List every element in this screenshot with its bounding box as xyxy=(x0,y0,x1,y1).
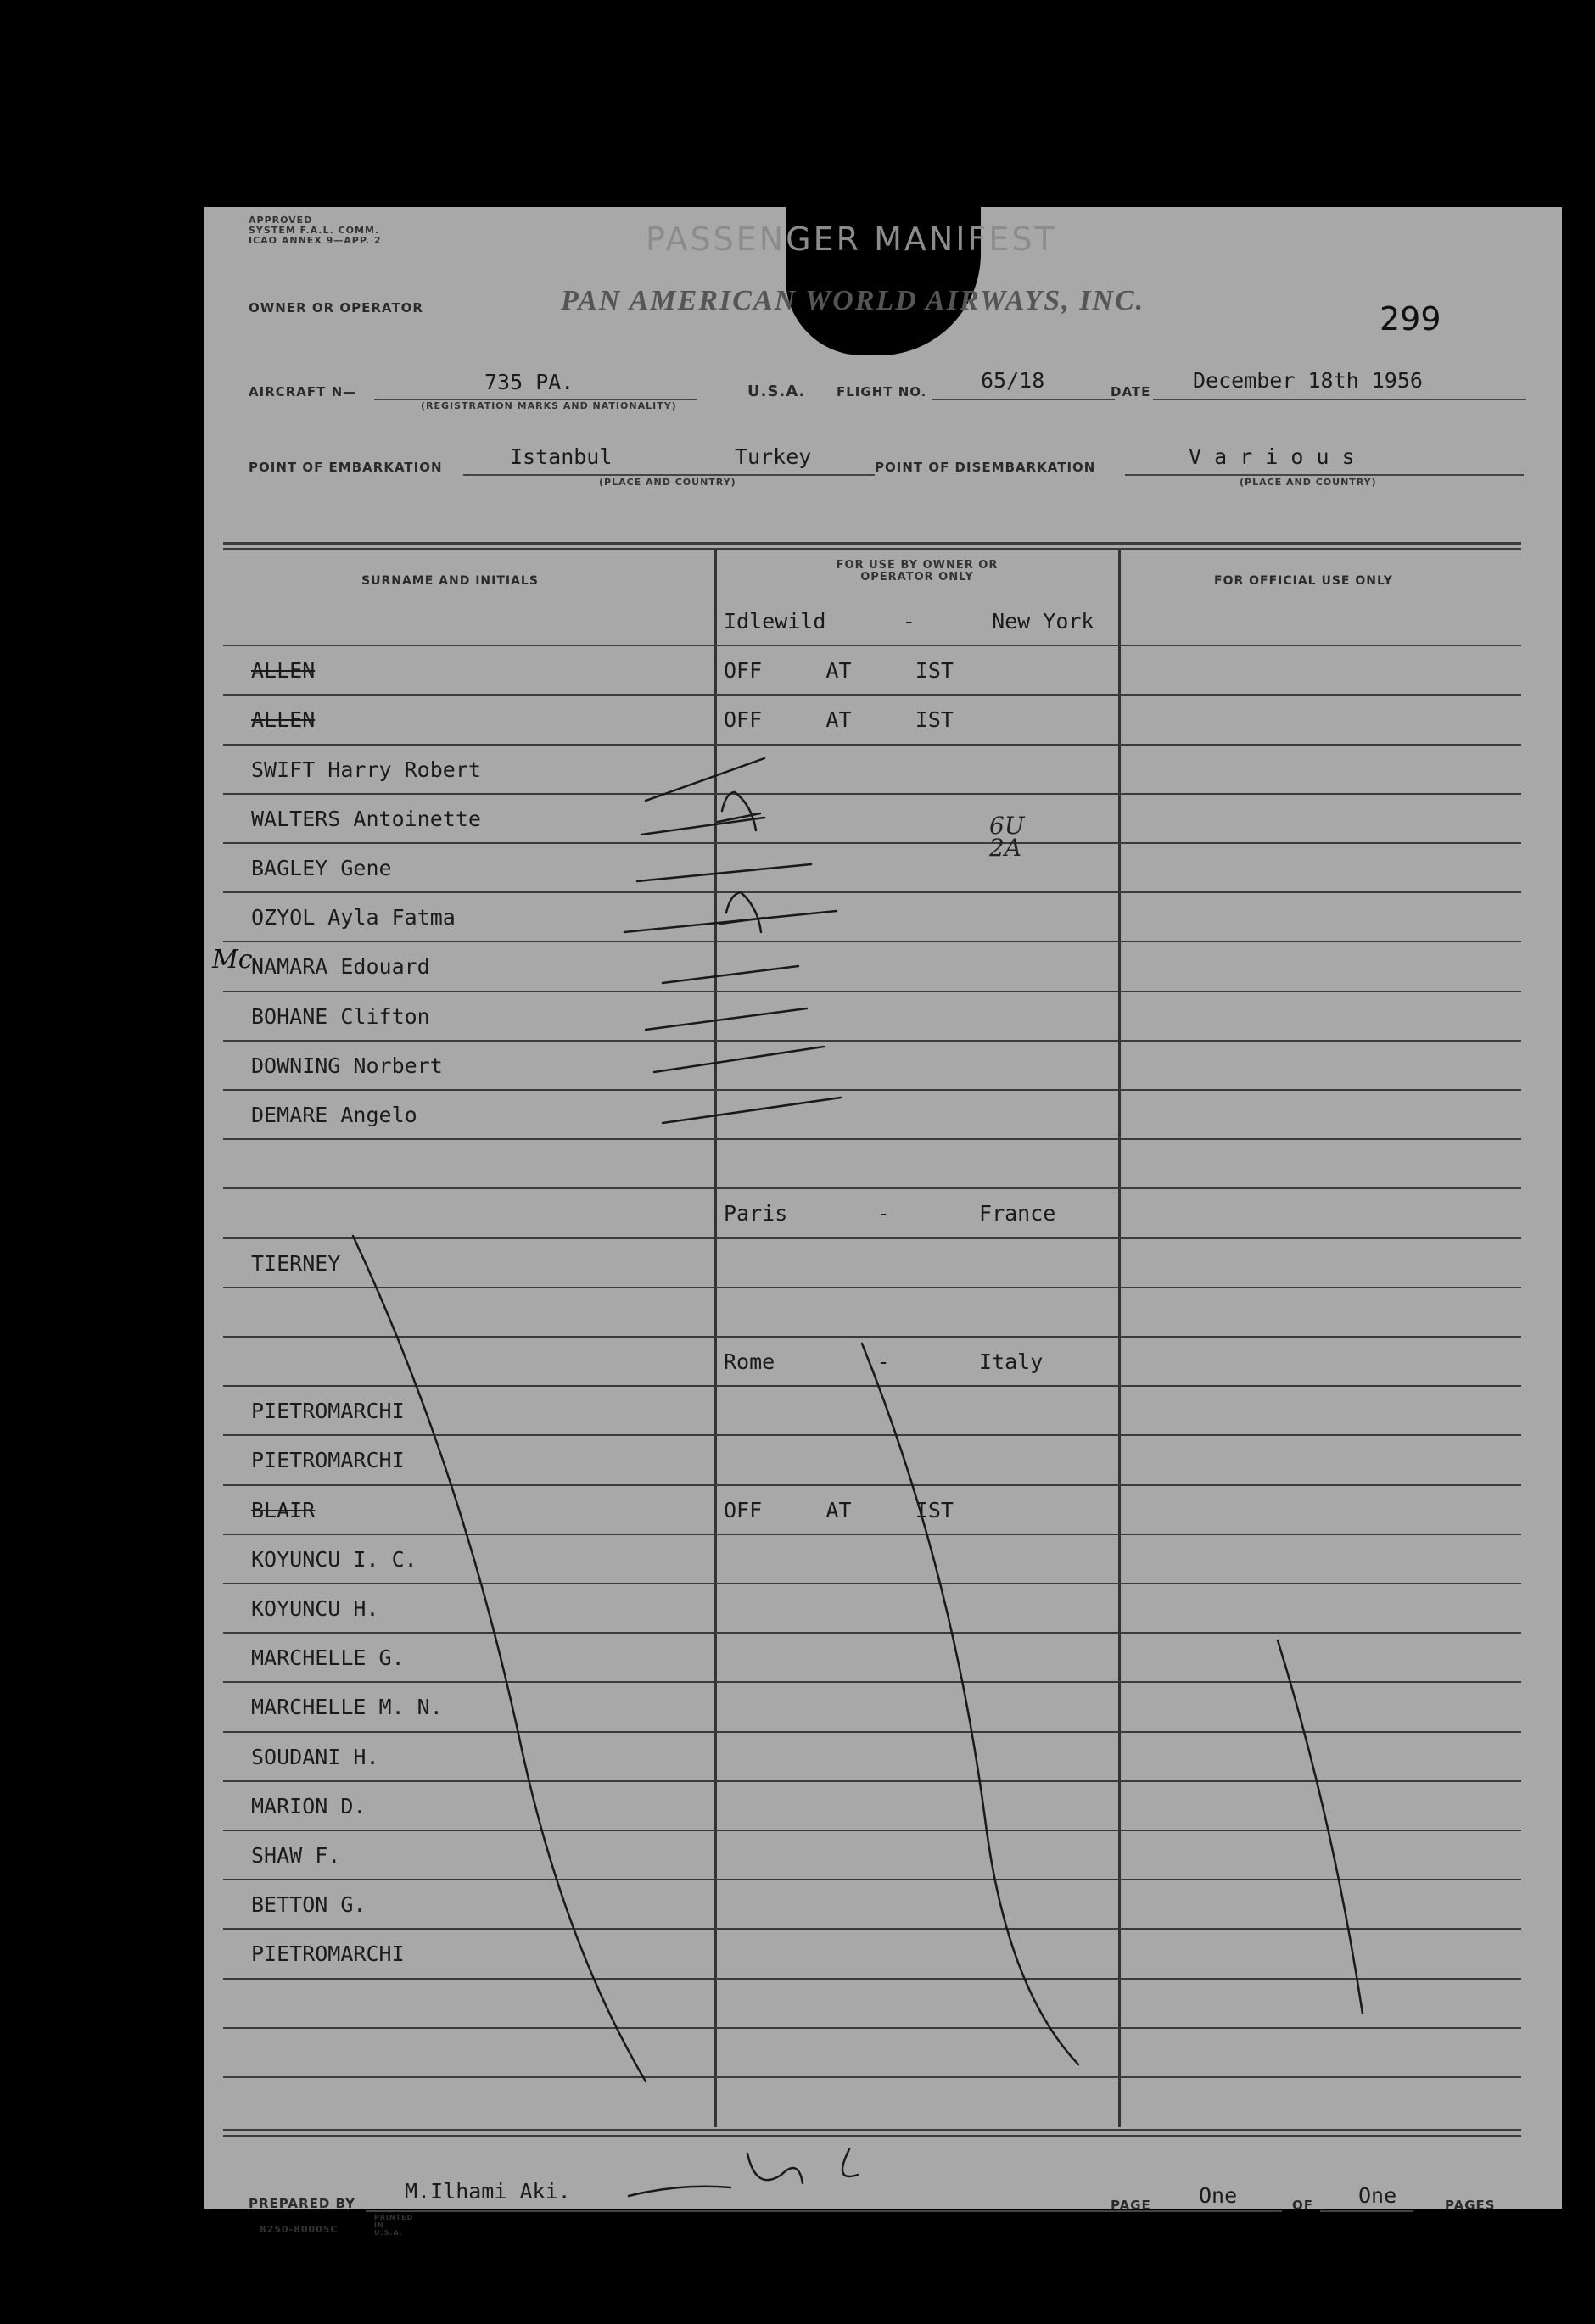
passenger-name: TIERNEY xyxy=(251,1250,341,1276)
passenger-name: OZYOL Ayla Fatma xyxy=(251,905,456,930)
official-use-header: FOR OFFICIAL USE ONLY xyxy=(1214,574,1393,588)
prepared-value: M.Ilhami Aki. xyxy=(405,2179,571,2204)
owner-value: PAN AMERICAN WORLD AIRWAYS, INC. xyxy=(561,285,1145,316)
embark-label: POINT OF EMBARKATION xyxy=(249,460,443,475)
passenger-name: NAMARA Edouard xyxy=(251,954,430,980)
passenger-name: DEMARE Angelo xyxy=(251,1103,417,1127)
pen-tick xyxy=(654,1047,824,1072)
of-value: One xyxy=(1358,2183,1397,2208)
pen-long-stroke xyxy=(862,1344,1078,2064)
owner-use-header: FOR USE BY OWNER OR OPERATOR ONLY xyxy=(836,559,999,584)
pen-tick xyxy=(663,966,798,983)
page-value: One xyxy=(1199,2183,1238,2208)
handwritten-mc-prefix: Mc xyxy=(212,945,253,975)
surname-header: SURNAME AND INITIALS xyxy=(361,574,539,588)
passenger-name: ALLEN xyxy=(251,707,316,733)
operator-note: Idlewild - New York xyxy=(724,609,1094,634)
printed-in: PRINTED IN U.S.A. xyxy=(374,2214,414,2237)
passenger-name: MARION D. xyxy=(251,1793,367,1818)
passenger-name: SWIFT Harry Robert xyxy=(251,757,481,782)
of-underline xyxy=(1320,2210,1413,2212)
passenger-name: BLAIR xyxy=(251,1497,316,1522)
disembark-value: V a r i o u s xyxy=(1189,444,1355,469)
pen-letter-a xyxy=(718,792,760,830)
passenger-name: ALLEN xyxy=(251,658,316,684)
aircraft-label: AIRCRAFT N— xyxy=(249,384,357,399)
pen-marks xyxy=(204,207,1562,2209)
handwritten-code: 6U 2A xyxy=(989,812,1025,862)
pen-letter-a xyxy=(720,892,764,932)
approval-line: APPROVED xyxy=(249,215,313,226)
flight-value: 65/18 xyxy=(981,368,1045,393)
flight-label: FLIGHT NO. xyxy=(837,384,927,399)
nationality: U.S.A. xyxy=(747,383,806,400)
prepared-label: PREPARED BY xyxy=(249,2196,355,2211)
pen-long-stroke xyxy=(353,1236,646,2081)
passenger-name: SHAW F. xyxy=(251,1843,341,1868)
form-title: PASSENGER MANIFEST xyxy=(646,221,1057,258)
embark-caption: (PLACE AND COUNTRY) xyxy=(599,477,736,488)
date-value: December 18th 1956 xyxy=(1193,368,1423,393)
pen-tick xyxy=(663,1098,841,1123)
passenger-name: BOHANE Clifton xyxy=(251,1003,430,1029)
passenger-name: KOYUNCU H. xyxy=(251,1596,379,1621)
passenger-name: SOUDANI H. xyxy=(251,1744,379,1769)
embark-country: Turkey xyxy=(735,444,812,469)
pen-tick xyxy=(637,864,811,881)
passenger-name: PIETROMARCHI xyxy=(251,1399,405,1424)
page-stamp: 299 xyxy=(1380,300,1441,338)
operator-note: OFF AT IST xyxy=(724,1497,954,1522)
operator-note: Rome - Italy xyxy=(724,1349,1044,1374)
registration-caption: (REGISTRATION MARKS AND NATIONALITY) xyxy=(421,400,677,411)
approval-line: ICAO ANNEX 9—APP. 2 xyxy=(249,235,382,246)
pen-long-stroke xyxy=(1278,1640,1363,2014)
passenger-name: MARCHELLE G. xyxy=(251,1645,405,1671)
of-label: OF xyxy=(1292,2198,1313,2213)
pen-tick xyxy=(641,818,764,835)
passenger-name: MARCHELLE M. N. xyxy=(251,1695,443,1720)
disembark-caption: (PLACE AND COUNTRY) xyxy=(1240,477,1377,488)
passenger-name: PIETROMARCHI xyxy=(251,1448,405,1473)
disembark-label: POINT OF DISEMBARKATION xyxy=(875,460,1096,475)
page-label: PAGE xyxy=(1111,2198,1151,2213)
pages-label: PAGES xyxy=(1445,2198,1496,2213)
manifest-sheet xyxy=(204,207,1562,2237)
owner-label: OWNER OR OPERATOR xyxy=(249,300,423,316)
operator-note: OFF AT IST xyxy=(724,707,954,733)
signature xyxy=(629,2149,858,2196)
passenger-name: PIETROMARCHI xyxy=(251,1941,405,1967)
date-label: DATE xyxy=(1111,384,1151,399)
operator-note: OFF AT IST xyxy=(724,658,954,684)
passenger-name: WALTERS Antoinette xyxy=(251,806,481,831)
passenger-name: KOYUNCU I. C. xyxy=(251,1546,417,1572)
passenger-name: DOWNING Norbert xyxy=(251,1053,443,1078)
pen-tick xyxy=(646,1008,807,1030)
passenger-name: BETTON G. xyxy=(251,1892,367,1918)
embark-city: Istanbul xyxy=(510,444,613,469)
pen-tick xyxy=(646,758,764,801)
passenger-name: BAGLEY Gene xyxy=(251,856,392,880)
aircraft-value: 735 PA. xyxy=(484,370,574,394)
form-number: 8250-80005C xyxy=(260,2224,339,2235)
operator-note: Paris - France xyxy=(724,1201,1056,1226)
approval-line: SYSTEM F.A.L. COMM. xyxy=(249,225,380,236)
